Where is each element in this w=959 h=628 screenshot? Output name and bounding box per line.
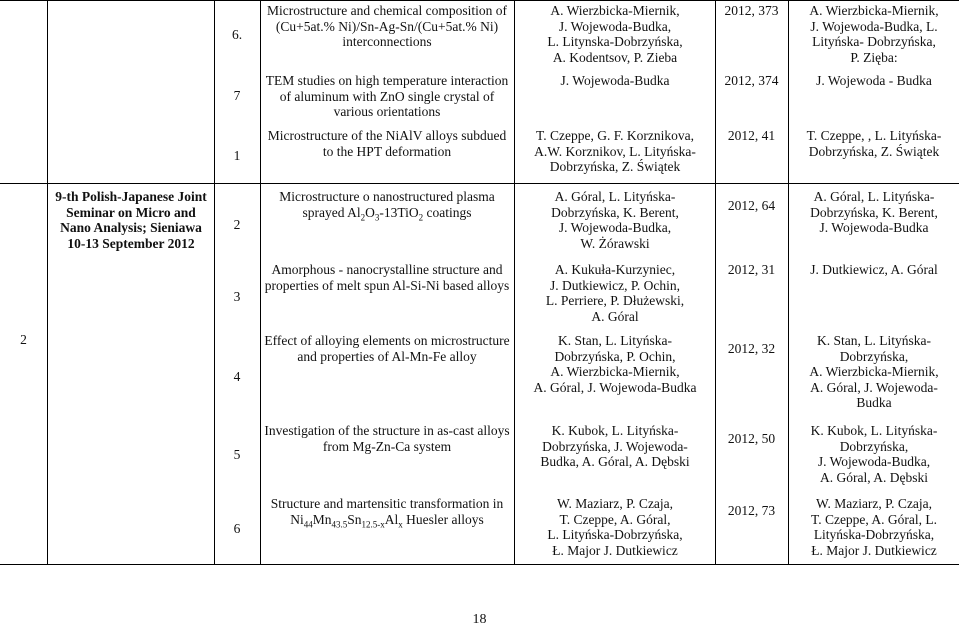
row-number: 6. (231, 27, 243, 42)
coauthors: K. Stan, L. Lityńska- Dobrzyńska, A. Wierzbicka-Miernik, A. Góral, J. Wojewoda- Budka (809, 333, 939, 411)
row-number: 7 (233, 88, 241, 103)
publication-ref: 2012, 31 (727, 262, 776, 277)
coauthors: A. Góral, L. Lityńska- Dobrzyńska, K. Berent, J. Wojewoda-Budka (810, 189, 938, 236)
coauthors: T. Czeppe, , L. Lityńska- Dobrzyńska, Z. Świątek (806, 128, 942, 159)
authors: W. Maziarz, P. Czaja, T. Czeppe, A. Góral, L. Lityńska-Dobrzyńska, Ł. Major J. Dutkiewicz (547, 496, 683, 558)
row-number: 3 (233, 289, 241, 304)
authors: K. Stan, L. Lityńska- Dobrzyńska, P. Ochin, A. Wierzbicka-Miernik, A. Góral, J. Wojewoda-Budka (533, 333, 697, 395)
publication-ref: 2012, 41 (727, 128, 776, 143)
authors: J. Wojewoda-Budka (560, 73, 670, 88)
authors: T. Czeppe, G. F. Korznikova, A.W. Korznikov, L. Lityńska- Dobrzyńska, Z. Świątek (534, 128, 696, 175)
col-line (214, 0, 215, 565)
publication-ref: 2012, 32 (727, 341, 776, 356)
coauthors: J. Dutkiewicz, A. Góral (810, 262, 938, 277)
publication-ref: 2012, 50 (727, 431, 776, 446)
paper-title: Microstructure o nanostructured plasma sprayed $Al_2O_3-13TiO_2$ coatings (279, 189, 495, 223)
paper-title: Structure and martensitic transformation in $Ni_{44}Mn_{43.5}Sn_{12.5-x}Al_x$ Huesler alloys (270, 496, 504, 530)
paper-title: Microstructure of the NiAlV alloys subdued to the HPT deformation (267, 128, 507, 159)
col-line (514, 0, 515, 565)
coauthors: A. Wierzbicka-Miernik, J. Wojewoda-Budka, L. Lityńska- Dobrzyńska, P. Zięba: (809, 3, 939, 65)
page-number: 18 (472, 612, 487, 627)
row-number: 5 (233, 447, 241, 462)
paper-title: TEM studies on high temperature interaction of aluminum with ZnO single crystal of various orientations (265, 73, 509, 120)
publication-ref: 2012, 373 (724, 3, 779, 18)
col-line (47, 0, 48, 565)
paper-title: Effect of alloying elements on microstructure and properties of Al-Mn-Fe alloy (264, 333, 510, 364)
authors: A. Góral, L. Lityńska- Dobrzyńska, K. Berent, J. Wojewoda-Budka, W. Żórawski (551, 189, 679, 251)
authors: A. Wierzbicka-Miernik, J. Wojewoda-Budka, L. Litynska-Dobrzyńska, A. Kodentsov, P. Zieba (547, 3, 683, 65)
paper-title: Amorphous - nanocrystalline structure and properties of melt spun Al-Si-Ni based alloys (264, 262, 510, 293)
outer-number: 2 (20, 332, 27, 347)
authors: A. Kukuła-Kurzyniec, J. Dutkiewicz, P. Ochin, L. Perriere, P. Dłużewski, A. Góral (545, 262, 685, 324)
seminar-name: 9-th Polish-Japanese Joint Seminar on Micro and Nano Analysis; Sieniawa 10-13 September 2012 (55, 189, 207, 251)
coauthors: K. Kubok, L. Lityńska- Dobrzyńska, J. Wojewoda-Budka, A. Góral, A. Dębski (810, 423, 938, 485)
row-number: 6 (233, 521, 241, 536)
top-outer-number: 1 (233, 148, 241, 163)
col-line (260, 0, 261, 565)
table-bottom-border (0, 564, 959, 565)
publication-ref: 2012, 374 (724, 73, 779, 88)
row-number: 4 (233, 369, 241, 384)
publication-ref: 2012, 73 (727, 503, 776, 518)
publication-ref: 2012, 64 (727, 198, 776, 213)
row-separator (0, 183, 959, 184)
coauthors: J. Wojewoda - Budka (816, 73, 932, 88)
paper-title: Microstructure and chemical composition of (Cu+5at.% Ni)/Sn-Ag-Sn/(Cu+5at.% Ni) interconnections (267, 3, 507, 50)
table-top-border (0, 0, 959, 1)
paper-title: Investigation of the structure in as-cast alloys from Mg-Zn-Ca system (264, 423, 510, 454)
authors: K. Kubok, L. Lityńska- Dobrzyńska, J. Wojewoda- Budka, A. Góral, A. Dębski (540, 423, 690, 470)
row-number: 2 (233, 217, 241, 232)
coauthors: W. Maziarz, P. Czaja, T. Czeppe, A. Góral, L. Lityńska-Dobrzyńska, Ł. Major J. Dutkiewicz (810, 496, 938, 558)
